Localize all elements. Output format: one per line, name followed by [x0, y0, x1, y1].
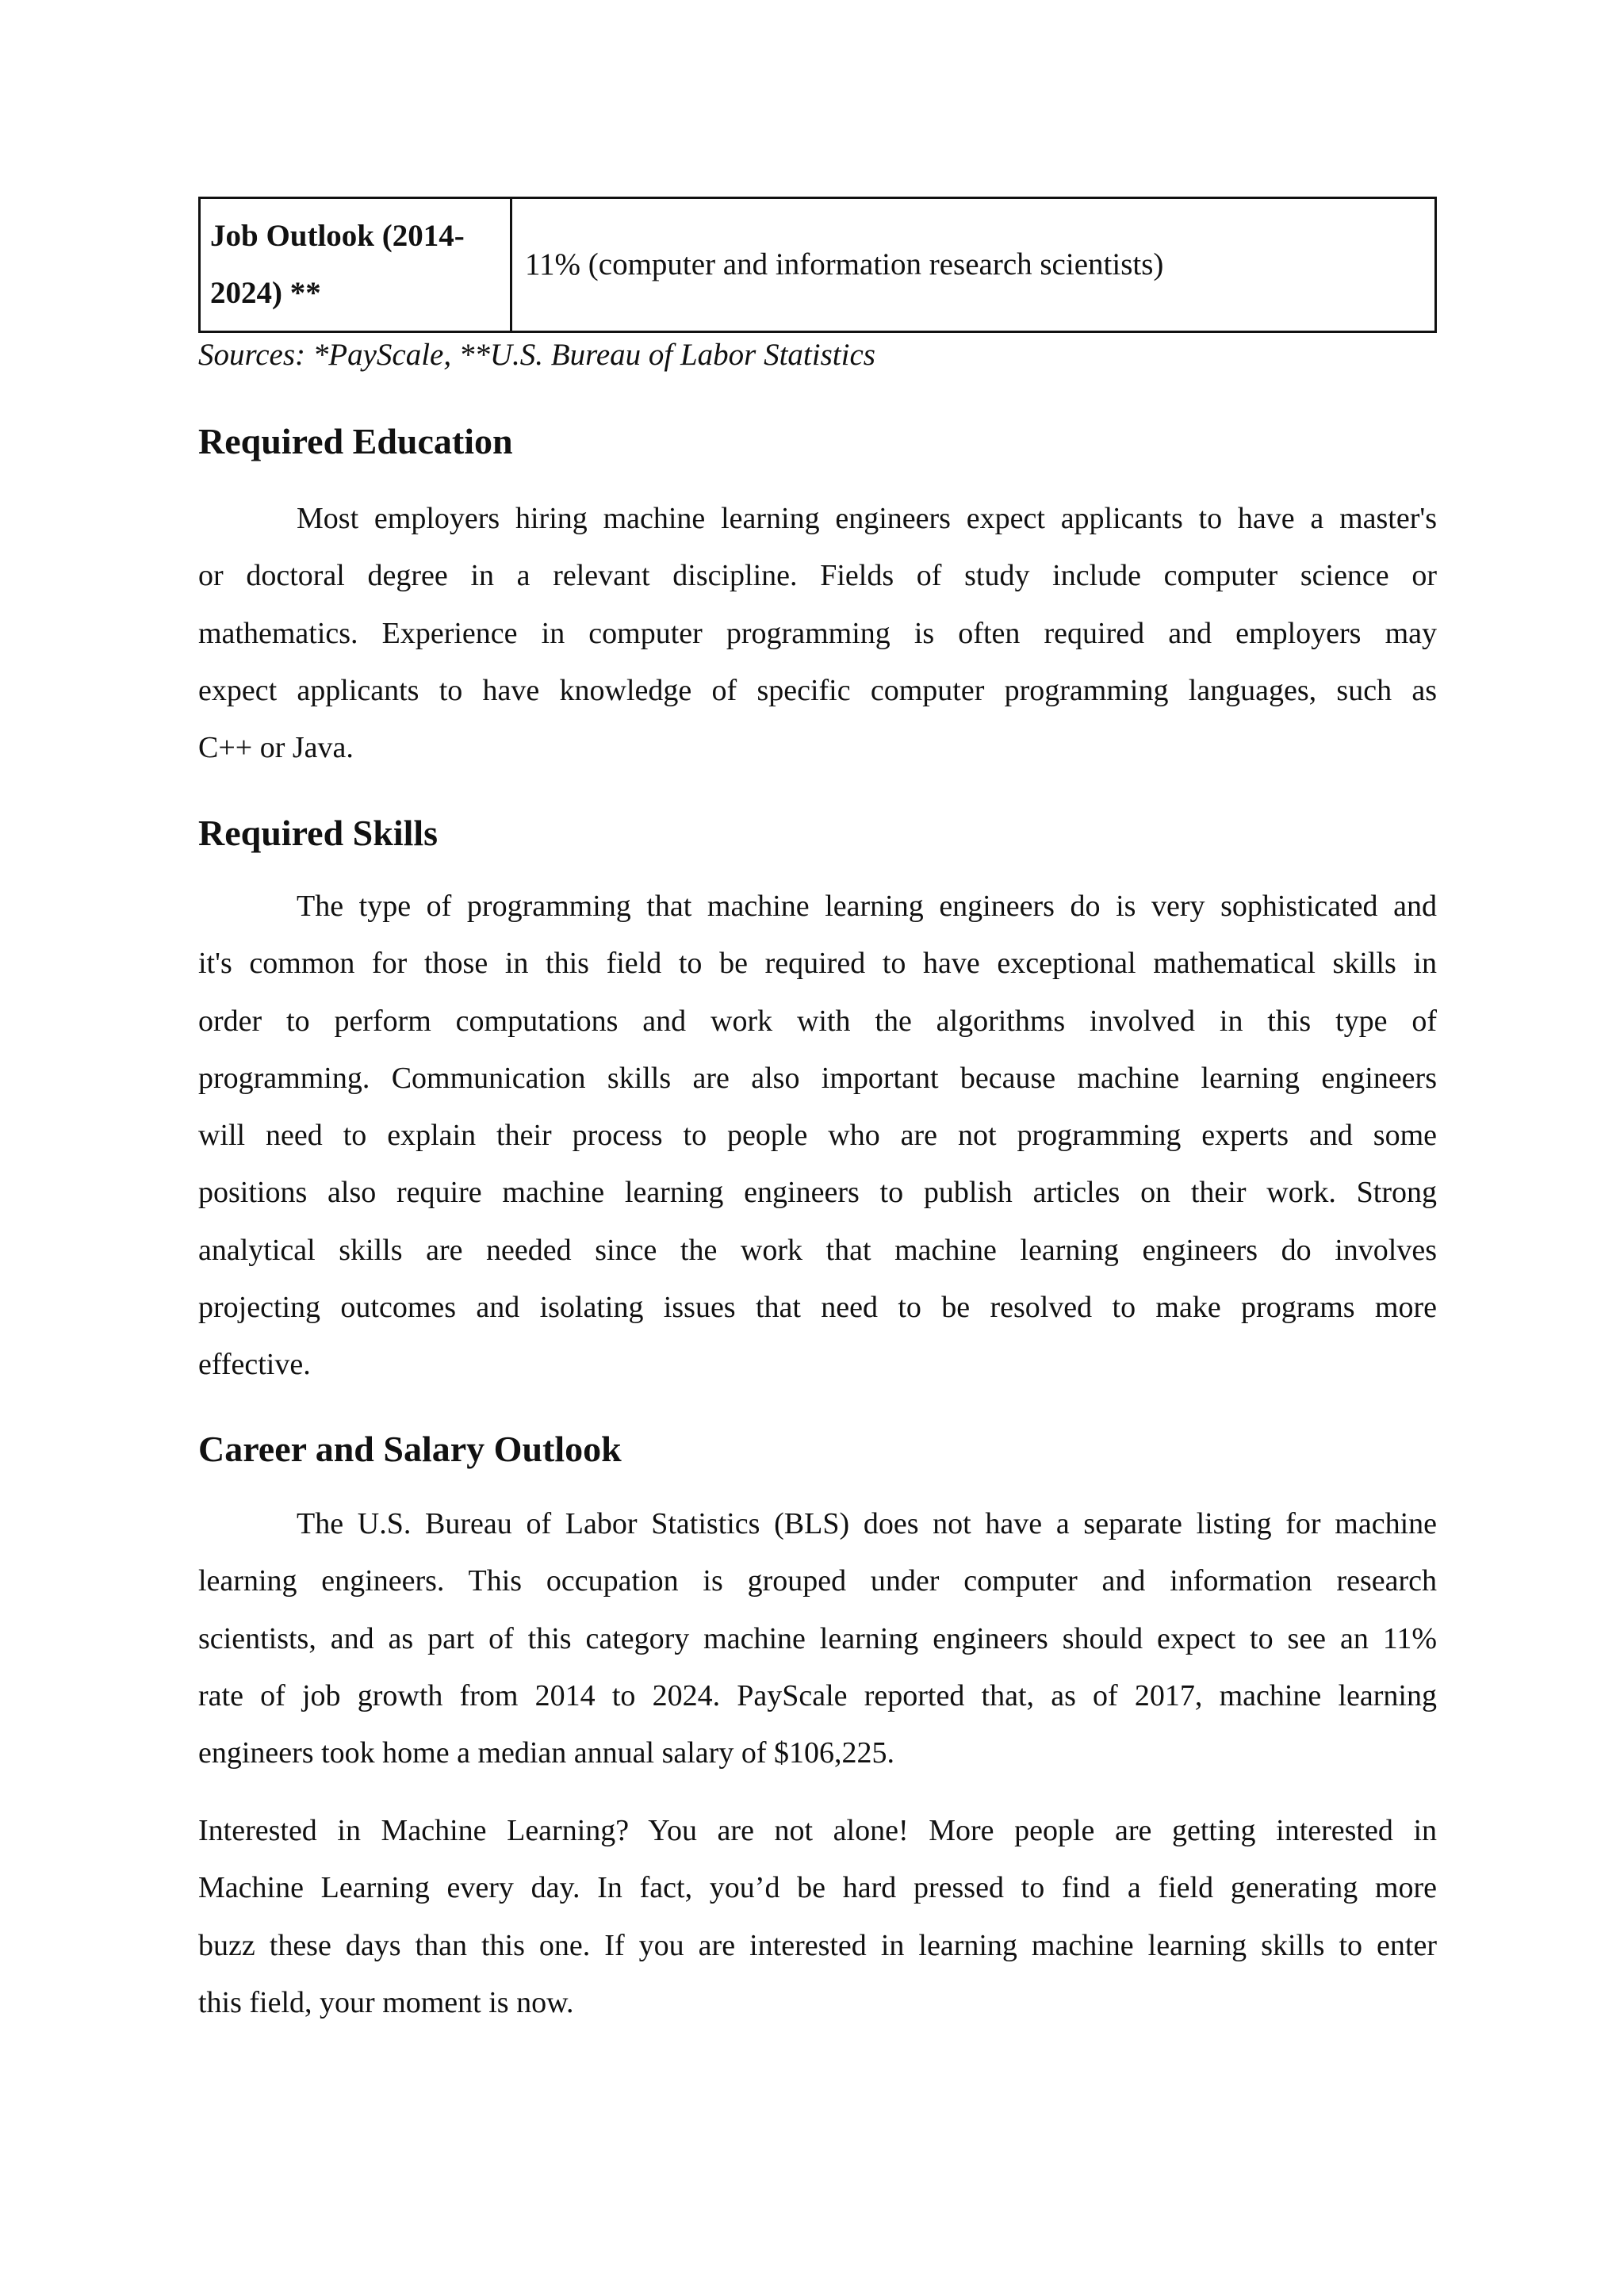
paragraph-line: projecting outcomes and isolating issues that need to be resolved to make programs more [198, 1291, 1437, 1325]
sources-note: Sources: *PayScale, **U.S. Bureau of Labor Statistics [198, 338, 875, 372]
paragraph-line: effective. [198, 1348, 311, 1382]
paragraph-line: The type of programming that machine learning engineers do is very sophisticated and [297, 890, 1437, 923]
paragraph-line: mathematics. Experience in computer programming is often required and employers may [198, 616, 1437, 650]
paragraph-line: The U.S. Bureau of Labor Statistics (BLS) does not have a separate listing for machine [297, 1507, 1437, 1540]
paragraph-line: this field, your moment is now. [198, 1985, 574, 2019]
heading-required-skills: Required Skills [198, 813, 439, 853]
paragraph-line: positions also require machine learning engineers to publish articles on their work. Strong [198, 1176, 1437, 1210]
job-outlook-value-cell: 11% (computer and information research scientists) [511, 198, 1436, 332]
paragraph-line: order to perform computations and work with the algorithms involved in this type of [198, 1004, 1437, 1038]
paragraph-line: will need to explain their process to people who are not programming experts and some [198, 1119, 1437, 1153]
paragraph-line: it's common for those in this field to be required to have exceptional mathematical skills in [198, 947, 1437, 981]
paragraph-line: rate of job growth from 2014 to 2024. PayScale reported that, as of 2017, machine learning [198, 1678, 1437, 1712]
table-row [200, 198, 1436, 332]
paragraph-closing [198, 1802, 1437, 2031]
paragraph-line: Most employers hiring machine learning engineers expect applicants to have a master's [297, 502, 1437, 535]
paragraph-line: or doctoral degree in a relevant discipline. Fields of study include computer science or [198, 559, 1437, 593]
paragraph-line: engineers took home a median annual salary of $106,225. [198, 1736, 894, 1770]
heading-career-salary-outlook: Career and Salary Outlook [198, 1429, 622, 1469]
paragraph-line: buzz these days than this one. If you are interested in learning machine learning skills to enter [198, 1928, 1437, 1962]
paragraph-line: Machine Learning every day. In fact, you’d be hard pressed to find a field generating more [198, 1871, 1437, 1905]
job-outlook-label-line-1: Job Outlook (2014- [210, 219, 465, 253]
paragraph-line: C++ or Java. [198, 731, 354, 765]
job-outlook-label-line-2: 2024) ** [210, 276, 321, 310]
job-outlook-table [198, 197, 1437, 333]
paragraph-required-skills [198, 878, 1437, 1394]
heading-required-education: Required Education [198, 421, 513, 461]
job-outlook-label-cell [200, 198, 511, 332]
paragraph-required-education [198, 490, 1437, 776]
paragraph-line: Interested in Machine Learning? You are not alone! More people are getting interested in [198, 1814, 1437, 1847]
paragraph-line: scientists, and as part of this category machine learning engineers should expect to see an 11% [198, 1621, 1437, 1655]
paragraph-line: learning engineers. This occupation is grouped under computer and information research [198, 1564, 1437, 1598]
paragraph-line: expect applicants to have knowledge of specific computer programming languages, such as [198, 673, 1437, 707]
paragraph-line: programming. Communication skills are also important because machine learning engineers [198, 1061, 1437, 1095]
paragraph-career-salary-outlook [198, 1495, 1437, 1781]
paragraph-line: analytical skills are needed since the work that machine learning engineers do involves [198, 1233, 1437, 1267]
